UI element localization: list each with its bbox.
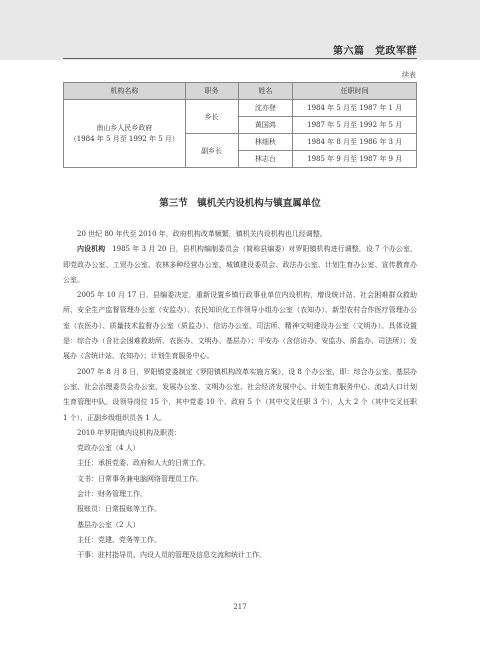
header-term: 任职时间: [293, 83, 417, 100]
paragraph: 2010 年罗阳镇内设机构及职责：: [77, 428, 182, 437]
list-item: 文书：日常事务兼电脑网络管理员工作。: [77, 474, 203, 483]
list-item: 干事：驻村指导员、内设人员的管理及信息交流和统计工作。: [77, 551, 266, 560]
name-cell: 沈亦登: [238, 100, 293, 117]
org-name: 南山乡人民乡政府: [96, 123, 153, 132]
list-item: 会计：财务管理工作。: [77, 490, 147, 499]
header-org: 机构名称: [64, 83, 186, 100]
term-cell: 1984 年 5 月至 1987 年 1 月: [293, 100, 417, 117]
chapter-title: 第六篇 党政军群: [333, 46, 417, 57]
keyword: 内设机构: [77, 245, 106, 254]
org-name-cell: [64, 100, 186, 168]
position-cell: 副乡长: [185, 134, 238, 168]
org-term: （1984 年 5 月至 1992 年 5 月）: [69, 134, 179, 143]
paragraph-text: 1985 年 3 月 20 日，县机构编制委员会（简称县编委）对罗阳镇机构进行调整，设 7 个办公室，即党政办公室、工贸办公室、农林多种经营办公室、城镇建设委员会、政法办公室、计划生育办公室、宣传教育办公室。: [63, 245, 417, 284]
list-item: 基层办公室（2 人）: [77, 520, 140, 529]
term-cell: 1985 年 9 月至 1987 年 9 月: [293, 151, 417, 168]
name-cell: 黄国鸿: [238, 117, 293, 134]
paragraph: 2007 年 8 月 8 日，罗阳镇党委制定《罗阳镇机构改革实施方案》，设 8 个办公室，即：综合办公室、基层办公室、社会治理委员会办公室、发展办公室、文明办公室、社会经济发展中心、计划生育服务中心、流动人口计划生育管理中队。设领导岗位 15 个，其中党委 10 个、政府 5 个（其中交叉任职 3 个），人大 2 个（其中交叉任职 1 个），正副乡级组织员各 1 人。: [63, 367, 417, 422]
name-cell: 林细秋: [238, 134, 293, 151]
section-title: 第三节 镇机关内设机构与镇直属单位: [159, 198, 321, 209]
table-row: [64, 100, 417, 117]
term-cell: 1984 年 8 月至 1986 年 3 月: [293, 134, 417, 151]
list-item: 主任：党建、党务等工作。: [77, 535, 161, 544]
list-item: 主任：承担党委、政府和人大的日常工作。: [77, 459, 210, 468]
paragraph: 20 世纪 80 年代至 2010 年，政府机构改革频繁，镇机关内设机构也几经调整。: [77, 230, 327, 238]
list-item: 党政办公室（4 人）: [77, 444, 140, 453]
header-rule: [63, 58, 417, 59]
page-number: 217: [233, 603, 247, 611]
officials-table: [63, 82, 417, 168]
paragraph: 2005 年 10 月 17 日，县编委决定，重新设置乡镇行政事业单位内设机构，增设统计站、社会困难群众救助所、安全生产监督管理办公室（安监办）、农民知识化工作领导小组办公室（农知办）、新型农村合作医疗管理办公室（农医办）、质量技术监督办公室（质监办）、信访办公室、司法所、精神文明建设办公室（文明办）。具体设置是：综合办（含社会困难救助所、农医办、文明办、基层办）；平安办（含信访办、安监办、质监办、司法所）；发展办（含统计站、农知办）；计划生育服务中心。: [63, 291, 417, 361]
table-header-row: [64, 83, 417, 100]
name-cell: 林志台: [238, 151, 293, 168]
paragraph: [63, 242, 417, 288]
header-name: 姓名: [238, 83, 293, 100]
header-position: 职务: [185, 83, 238, 100]
continued-label: 续表: [402, 71, 416, 79]
list-item: 报账员：日常报账等工作。: [77, 505, 161, 514]
body-text: [63, 227, 417, 564]
page-header: [0, 0, 480, 60]
position-cell: 乡长: [185, 100, 238, 134]
term-cell: 1987 年 5 月至 1992 年 5 月: [293, 117, 417, 134]
